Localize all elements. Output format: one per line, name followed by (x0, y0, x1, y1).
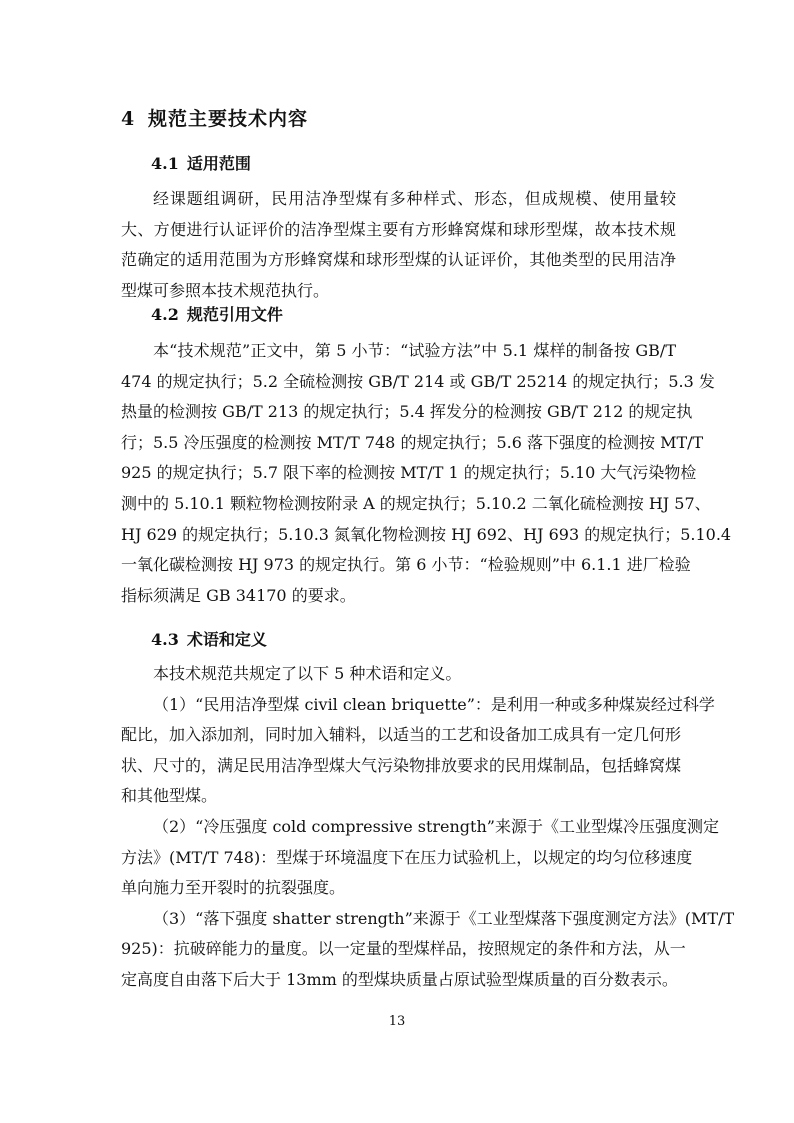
text-line: 925 的规定执行；5.7 限下率的检测按 MT/T 1 的规定执行；5.10 大气污染物检 (121, 463, 697, 483)
text-line: 热量的检测按 GB/T 213 的规定执行；5.4 挥发分的检测按 GB/T 212 的规定执 (121, 402, 693, 422)
section-title: 规范主要技术内容 (148, 108, 309, 130)
text-line: 定高度自由落下后大于 13mm 的型煤块质量占原试验型煤质量的百分数表示。 (121, 969, 678, 989)
section-number: 4 (121, 108, 136, 130)
text-line: 本“技术规范”正文中，第 5 小节：“试验方法”中 5.1 煤样的制备按 GB/T (153, 341, 676, 360)
text-line: 配比，加入添加剂，同时加入辅料，以适当的工艺和设备加工成具有一定几何形 (121, 725, 682, 745)
subsection-title: 术语和定义 (186, 630, 267, 649)
subsection-heading-4-1 (151, 151, 251, 174)
text-line: （3）“落下强度 shatter strength”来源于《工业型煤落下强度测定方法》(MT/T (153, 908, 735, 928)
paragraph-references (121, 336, 732, 611)
subsection-title: 适用范围 (186, 154, 251, 173)
subsection-heading-4-3 (151, 627, 267, 650)
text-line: HJ 629 的规定执行；5.10.3 氮氧化物检测按 HJ 692、HJ 693 的规定执行；5.10.4 (121, 524, 732, 544)
page-number: 13 (388, 1014, 406, 1029)
text-line: 925)：抗破碎能力的量度。以一定量的型煤样品，按照规定的条件和方法，从一 (121, 939, 686, 959)
text-line: 指标须满足 GB 34170 的要求。 (121, 585, 356, 605)
text-line: 474 的规定执行；5.2 全硫检测按 GB/T 214 或 GB/T 25214 的规定执行；5.3 发 (121, 371, 715, 391)
text-line: 状、尺寸的，满足民用洁净型煤大气污染物排放要求的民用煤制品，包括蜂窝煤 (121, 755, 682, 775)
section-heading (121, 104, 308, 131)
subsection-number: 4.1 (151, 154, 179, 173)
text-line: （2）“冷压强度 cold compressive strength”来源于《工业型煤冷压强度测定 (153, 816, 719, 836)
subsection-heading-4-2 (151, 302, 283, 325)
subsection-title: 规范引用文件 (186, 305, 283, 324)
text-line: 和其他型煤。 (121, 786, 218, 806)
subsection-number: 4.2 (151, 305, 179, 324)
text-line: 型煤可参照本技术规范执行。 (121, 280, 330, 300)
text-line: 经课题组调研，民用洁净型煤有多种样式、形态，但成规模、使用量较 (153, 189, 676, 208)
text-line: 大、方便进行认证评价的洁净型煤主要有方形蜂窝煤和球形型煤，故本技术规 (121, 219, 676, 239)
text-line: 范确定的适用范围为方形蜂窝煤和球形型煤的认证评价，其他类型的民用洁净 (121, 250, 676, 270)
text-line: 一氧化碳检测按 HJ 973 的规定执行。第 6 小节：“检验规则”中 6.1.1 进厂检验 (121, 555, 691, 575)
text-line: 测中的 5.10.1 颗粒物检测按附录 A 的规定执行；5.10.2 二氧化硫检测按 HJ 57、 (121, 493, 711, 513)
subsection-number: 4.3 (151, 630, 179, 649)
text-line: （1）“民用洁净型煤 civil clean briquette”：是利用一种或多种煤炭经过科学 (153, 694, 715, 714)
paragraph-scope (121, 184, 676, 306)
text-line: 方法》(MT/T 748)：型煤于环境温度下在压力试验机上，以规定的均匀位移速度 (121, 847, 693, 867)
text-line: 行；5.5 冷压强度的检测按 MT/T 748 的规定执行；5.6 落下强度的检测按 MT/T (121, 432, 704, 452)
text-line: 本技术规范共规定了以下 5 种术语和定义。 (153, 664, 462, 683)
text-line: 单向施力至开裂时的抗裂强度。 (121, 878, 346, 898)
paragraph-terms (121, 659, 735, 996)
